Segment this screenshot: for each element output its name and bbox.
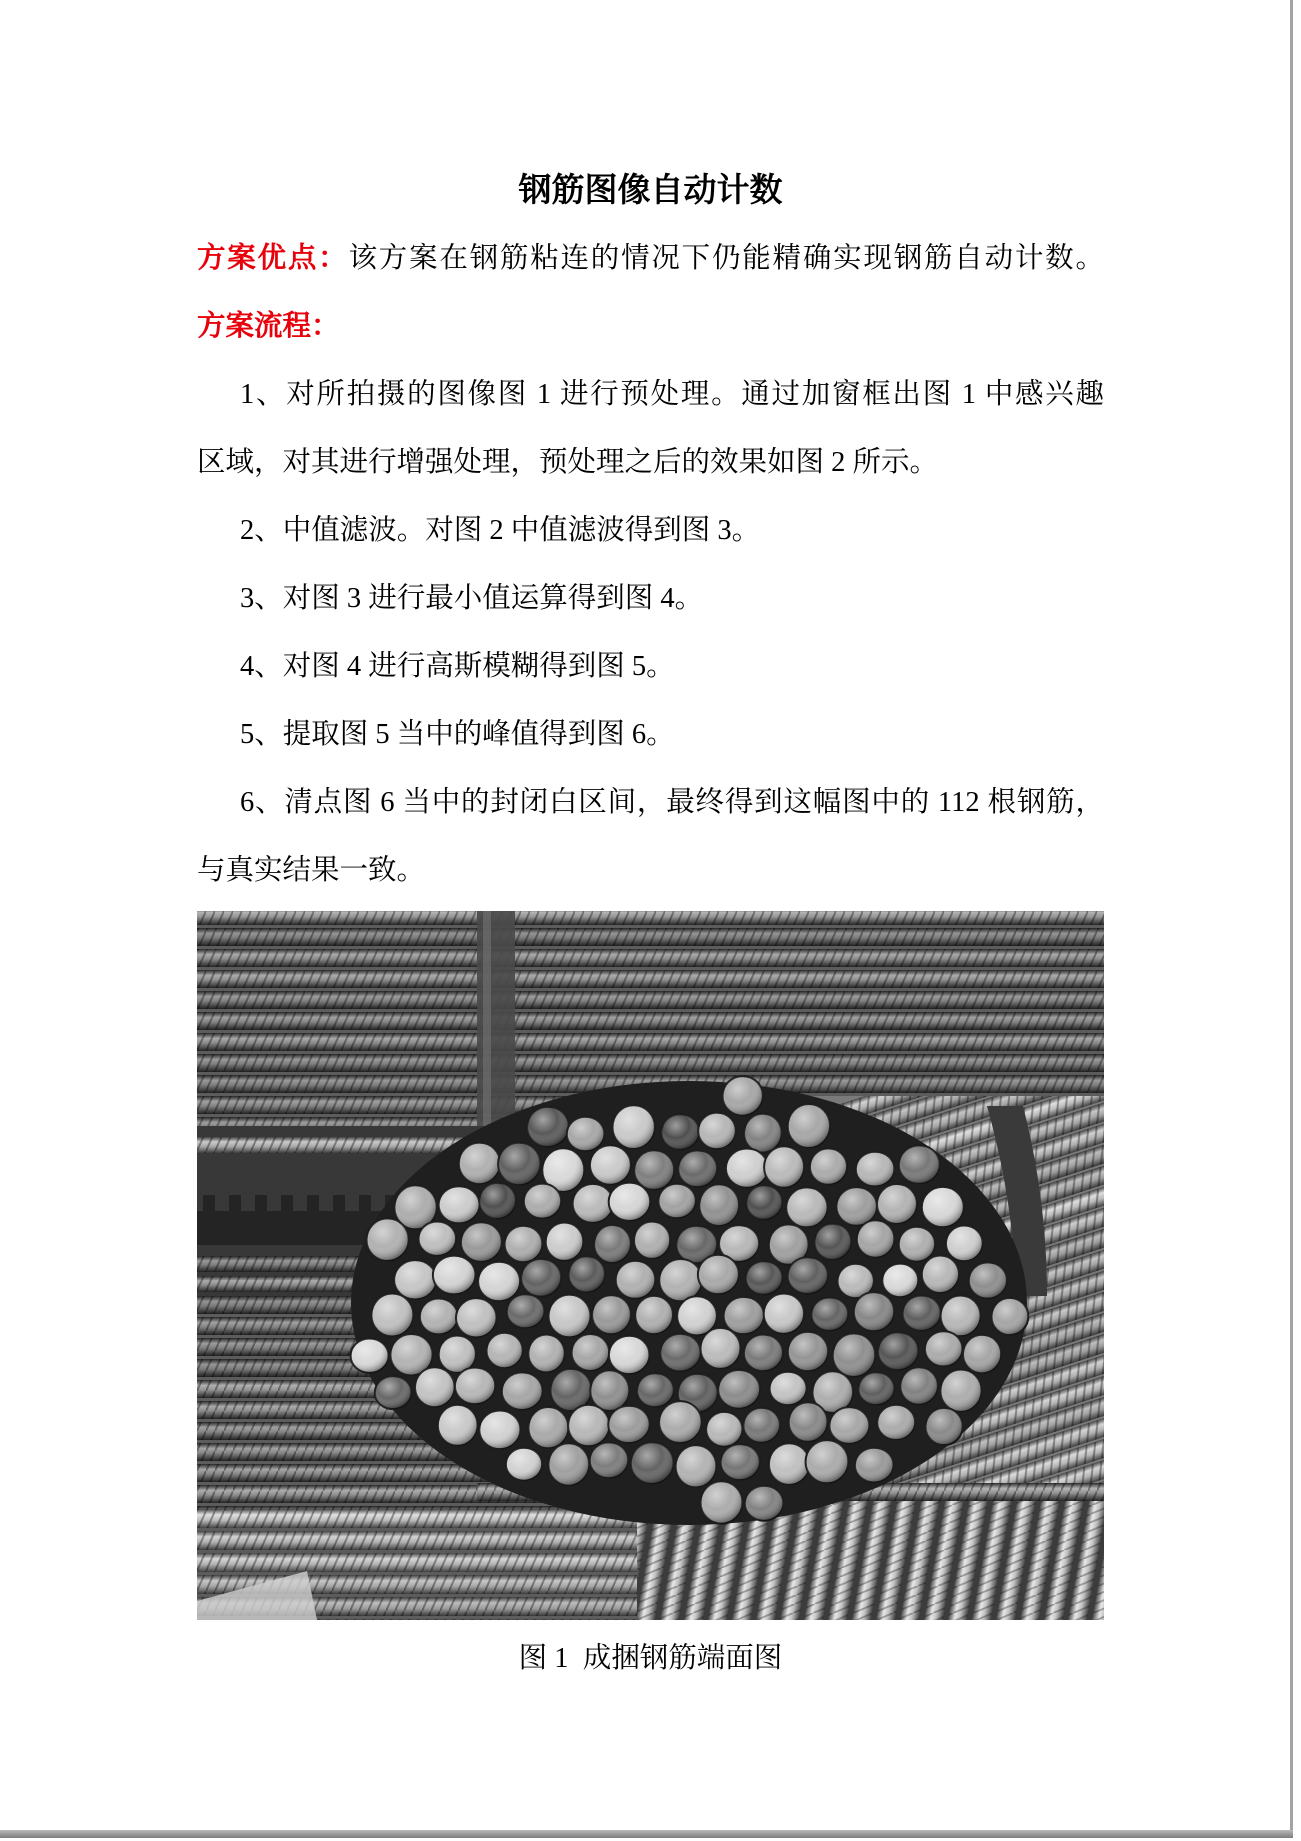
- rebar-end-face: [857, 1220, 895, 1257]
- advantage-label: 方案优点：: [197, 243, 349, 274]
- rebar-end-face: [455, 1368, 495, 1405]
- rebar-end-face: [899, 1227, 935, 1262]
- rebar-end-face: [698, 1113, 736, 1150]
- rebar-end-face: [438, 1405, 478, 1446]
- rebar-end-face: [613, 1105, 655, 1149]
- rebar-end-face: [963, 1335, 1001, 1374]
- step-1-line-2: 区域，对其进行增强处理，预处理之后的效果如图 2 所示。: [197, 447, 939, 478]
- rebar-end-face: [746, 1261, 783, 1295]
- rebar-end-face: [946, 1226, 983, 1262]
- rebar-end-face: [415, 1367, 455, 1407]
- rebar-end-face: [524, 1184, 561, 1219]
- rebar-end-face: [724, 1297, 764, 1334]
- advantage-text: 该方案在钢筋粘连的情况下仍能精确实现钢筋自动计数。: [348, 243, 1104, 274]
- rebar-end-face: [856, 1152, 895, 1187]
- rebar-end-face: [764, 1294, 804, 1334]
- rebar-bundle-photo: [197, 911, 1104, 1620]
- rebar-end-face: [592, 1295, 631, 1334]
- rebar-end-face: [634, 1150, 674, 1190]
- rebar-end-face: [420, 1299, 458, 1335]
- rebar-end-face: [925, 1331, 963, 1366]
- rebar-end-face: [701, 1328, 741, 1369]
- step-4-line: 4、对图 4 进行高斯模糊得到图 5。: [240, 651, 675, 682]
- rebar-end-face: [461, 1222, 502, 1262]
- rebar-end-face: [573, 1184, 614, 1223]
- background-rebar: [197, 1012, 1104, 1030]
- rebar-end-face: [926, 1408, 963, 1445]
- rebar-end-face: [745, 1486, 784, 1521]
- rebar-end-face: [701, 1481, 743, 1523]
- rebar-end-face: [487, 1333, 523, 1368]
- background-rebar: [197, 1553, 667, 1572]
- rebar-end-face: [506, 1448, 542, 1481]
- background-rebar: [197, 949, 1104, 967]
- rebar-end-face: [941, 1296, 981, 1337]
- rebar-end-face: [854, 1292, 894, 1331]
- rebar-end-face: [806, 1440, 849, 1483]
- rebar-end-face: [877, 1405, 915, 1440]
- rebar-end-face: [718, 1370, 760, 1409]
- figure-caption: 图 1 成捆钢筋端面图: [518, 1643, 783, 1674]
- rebar-end-face: [375, 1376, 412, 1409]
- rebar-end-face: [351, 1339, 389, 1373]
- rebar-end-face: [940, 1370, 981, 1412]
- rebar-end-face: [829, 1407, 869, 1444]
- step-6-line-2: 与真实结果一致。: [197, 855, 426, 886]
- rebar-end-face: [878, 1332, 918, 1370]
- process-label: 方案流程：: [197, 311, 340, 342]
- rebar-end-face: [764, 1146, 804, 1188]
- step-3-line: 3、对图 3 进行最小值运算得到图 4。: [240, 583, 704, 614]
- rebar-end-face: [478, 1262, 520, 1302]
- rebar-end-face: [900, 1367, 938, 1404]
- rebar-end-face: [789, 1402, 828, 1442]
- bottom-left-rebar-stack: [197, 1509, 667, 1620]
- rebar-end-face: [528, 1335, 564, 1373]
- step-6-line-1: 6、清点图 6 当中的封闭白区间，最终得到这幅图中的 112 根钢筋，: [240, 787, 1104, 818]
- rebar-end-face: [608, 1406, 649, 1443]
- rebar-end-face: [507, 1294, 545, 1328]
- rebar-end-face: [858, 1372, 894, 1405]
- rebar-end-face: [567, 1117, 605, 1152]
- rebar-end-face: [616, 1261, 656, 1299]
- page-edge-bottom: [0, 1830, 1293, 1838]
- rebar-end-face: [590, 1442, 629, 1478]
- rebar-end-face: [637, 1373, 674, 1407]
- process-line: [197, 293, 1104, 361]
- rebar-end-face: [590, 1370, 629, 1411]
- rebar-end-face: [658, 1184, 695, 1219]
- rebar-end-face: [770, 1372, 807, 1405]
- rebar-end-face: [660, 1334, 700, 1372]
- figure-1-image: [197, 911, 1104, 1620]
- rebar-end-face: [521, 1259, 561, 1297]
- rebar-end-face: [634, 1222, 670, 1259]
- rebar-end-face: [855, 1448, 894, 1483]
- rebar-end-face: [569, 1256, 605, 1292]
- rebar-end-face: [528, 1407, 568, 1448]
- rebar-end-face: [899, 1145, 940, 1183]
- rebar-end-face: [992, 1298, 1029, 1335]
- rebar-end-face: [367, 1218, 409, 1261]
- rebar-end-face: [726, 1149, 768, 1188]
- rebar-end-face: [594, 1225, 631, 1263]
- rebar-end-face: [922, 1256, 959, 1294]
- bundle-strap: [477, 911, 515, 1126]
- rebar-end-face: [635, 1296, 673, 1334]
- rebar-end-face: [723, 1076, 763, 1116]
- rebar-end-face: [882, 1264, 918, 1298]
- rebar-end-face: [788, 1257, 828, 1294]
- background-rebar: [197, 1033, 1104, 1051]
- rebar-end-face: [631, 1442, 674, 1484]
- rebar-end-face: [746, 1185, 782, 1220]
- advantage-line: [197, 225, 1104, 293]
- step-5-line: 5、提取图 5 当中的峰值得到图 6。: [240, 719, 675, 750]
- rebar-end-face: [969, 1262, 1007, 1298]
- rebar-end-face: [769, 1443, 810, 1485]
- rebar-end-face: [744, 1114, 782, 1153]
- rebar-end-face: [659, 1259, 702, 1301]
- rebar-end-face: [678, 1150, 717, 1187]
- rebar-end-face: [659, 1401, 702, 1443]
- rebar-end-face: [788, 1104, 830, 1148]
- rebar-end-face: [479, 1183, 516, 1219]
- rebar-end-face: [502, 1372, 543, 1410]
- rebar-end-face: [661, 1114, 699, 1150]
- rebar-end-face: [721, 1444, 760, 1480]
- rebar-end-face: [568, 1405, 609, 1447]
- background-rebar: [197, 970, 1104, 988]
- rebar-end-face: [788, 1332, 828, 1372]
- background-rebar: [197, 991, 1104, 1009]
- step-1-line-1: 1、对所拍摄的图像图 1 进行预处理。通过加窗框出图 1 中感兴趣: [240, 379, 1104, 410]
- rebar-end-face: [786, 1187, 827, 1227]
- rebar-end-face: [743, 1408, 780, 1443]
- rebar-end-face: [903, 1296, 941, 1331]
- rebar-end-face: [459, 1143, 500, 1185]
- rebar-end-face: [590, 1145, 631, 1184]
- rebar-end-face: [811, 1298, 848, 1331]
- rebar-end-face: [419, 1222, 457, 1256]
- rebar-end-face: [548, 1443, 589, 1485]
- rebar-end-face: [505, 1226, 543, 1263]
- rebar-end-face: [744, 1335, 783, 1372]
- rebar-end-face: [609, 1336, 650, 1374]
- rebar-end-face: [572, 1334, 610, 1371]
- rebar-end-face: [706, 1412, 742, 1447]
- background-rebar: [197, 1054, 1104, 1072]
- rebar-end-face: [371, 1294, 413, 1337]
- rebar-end-face: [394, 1260, 436, 1299]
- rebar-end-face: [609, 1183, 651, 1221]
- rebar-end-face: [676, 1445, 717, 1487]
- background-rebar: [197, 911, 1104, 925]
- background-rebar: [197, 1531, 667, 1550]
- rebar-end-face: [877, 1184, 917, 1224]
- rebar-end-face: [549, 1295, 591, 1338]
- rebar-end-face: [433, 1256, 476, 1295]
- rebar-end-face: [699, 1184, 739, 1226]
- rebar-end-face: [815, 1224, 852, 1260]
- rebar-end-face: [833, 1333, 876, 1377]
- step-2-line: 2、中值滤波。对图 2 中值滤波得到图 3。: [240, 515, 761, 546]
- document-title: 钢筋图像自动计数: [518, 173, 783, 209]
- rebar-end-face: [439, 1186, 480, 1223]
- rebar-end-face: [698, 1255, 739, 1295]
- rebar-end-face: [498, 1143, 540, 1186]
- document-page: [197, 157, 1104, 1693]
- background-rebar: [197, 928, 1104, 946]
- page-edge-right: [1290, 0, 1293, 1832]
- rebar-end-face: [456, 1298, 497, 1337]
- rebar-end-face: [922, 1187, 964, 1227]
- rebar-end-face: [479, 1411, 520, 1450]
- rebar-end-face: [810, 1148, 847, 1184]
- rebar-end-face: [546, 1223, 584, 1261]
- rebar-end-face: [527, 1107, 569, 1147]
